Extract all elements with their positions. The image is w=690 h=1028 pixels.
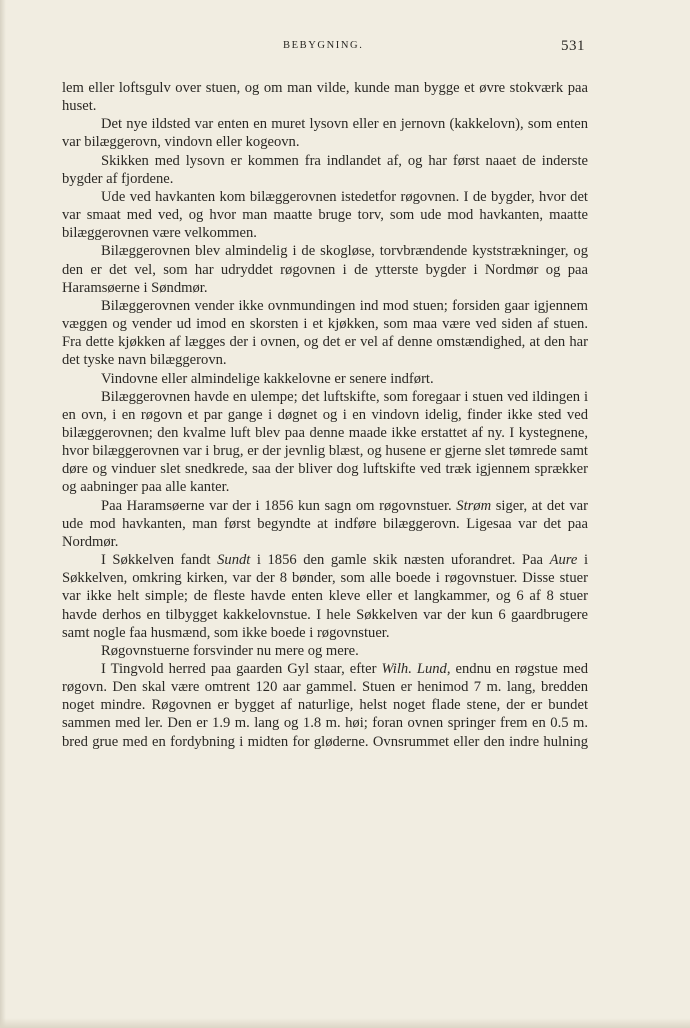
paragraph-10-text-a: I Søkkelven fandt <box>101 552 218 569</box>
paragraph-11: Røgovnstuerne forsvinder nu mere og mere. <box>101 642 359 659</box>
page-number: 531 <box>561 38 585 54</box>
paragraph-3: Skikken med lysovn er kommen fra indlandet af, og har først naaet de inderste bygder af fjordene. <box>62 152 588 187</box>
paragraph-4: Ude ved havkanten kom bilæggerovnen istedetfor røgovnen. I de bygder, hvor det var smaat med ved, og hvor man maatte bruge torv, som ude mod havkanten, maatte bilæggerovnen være velkommen. <box>62 188 588 242</box>
paragraph-12-text-a: I Tingvold herred paa gaarden Gyl staar, efter <box>101 661 382 677</box>
place-name-aure: Aure <box>549 552 578 569</box>
paragraph-12-text-b: , endnu en røgstue med røgovn. Den skal være omtrent 120 aar gammel. Stuen er henimod 7 m. lang, bredden noget mindre. Røgovnen er bygget af naturlige, helst noget flade stene, der er bundet sammen med ler. Den er 1.9 m. lang og 1.8 m. høi; foran ovnen springer frem en 0.5 m. bred grue med en fordybning i midten for gløderne. Ovnsrummet eller den indre hulning <box>62 661 588 750</box>
paragraph-9 <box>62 497 588 551</box>
paragraph-1: lem eller loftsgulv over stuen, og om man vilde, kunde man bygge et øvre stokværk paa huset. <box>62 80 588 115</box>
paragraph-6: Bilæggerovnen vender ikke ovnmundingen ind mod stuen; forsiden gaar igjennem væggen og vender ud imod en skorsten i et kjøkken, som maa være ved siden af stuen. Fra dette kjøkken af lægges der i ovnen, og det er vel af denne omstændighed, at den har det tyske navn bilæggerovn. <box>62 297 588 369</box>
paragraph-9-text-b: siger, at det var ude mod havkanten, man først begyndte at indføre bilæggerovn. Ligesaa var det paa Nordmør. <box>62 497 588 550</box>
paragraph-10-text-b: i 1856 den gamle skik næsten uforandret. Paa <box>250 552 550 569</box>
paragraph-5: Bilæggerovnen blev almindelig i de skogløse, torvbrændende kyststrækninger, og den er det vel, som har udryddet røgovnen i de ytterste bygder i Nordmør og paa Haramsøerne i Søndmør. <box>62 243 588 296</box>
page-edge-shadow <box>0 0 6 1028</box>
body-text <box>62 79 588 751</box>
author-name-strom: Strøm <box>456 497 492 514</box>
running-head: BEBYGNING. <box>283 40 364 51</box>
page-bottom-shadow <box>0 1018 690 1028</box>
paragraph-9-text-a: Paa Haramsøerne var der i 1856 kun sagn om røgovnstuer. <box>101 497 457 514</box>
page-header <box>0 38 690 58</box>
author-name-sundt: Sundt <box>217 552 251 569</box>
paragraph-10-text-c: i Søkkelven, omkring kirken, var der 8 bønder, som alle boede i røgovnstuer. Disse stuer var ikke helt simple; de fleste havde enten kleve eller et langkammer, og 6 af 8 stuer havde derhos en tilbygget kakkelovnstue. I hele Søkkelven var der kun 6 gaardbrugere samt nogle faa husmænd, som ikke boede i røgovnstuer. <box>62 552 589 641</box>
paragraph-10 <box>62 551 588 642</box>
author-name-lund: Wilh. Lund <box>381 661 447 677</box>
paragraph-2: Det nye ildsted var enten en muret lysovn eller en jernovn (kakkelovn), som enten var bilæggerovn, vindovn eller kogeovn. <box>62 116 588 151</box>
paragraph-7: Vindovne eller almindelige kakkelovne er senere indført. <box>101 370 434 387</box>
paragraph-8: Bilæggerovnen havde en ulempe; det luftskifte, som foregaar i stuen ved ildingen i en ovn, i en røgovn et par gange i døgnet og i en vindovn idelig, finder ikke sted ved bilæggerovnen; den kvalme luft blev paa denne maade ikke erstattet af ny. I kystegnene, hvor bilæggerovnen var i brug, er der jevnlig blæst, og husene er gjerne slet tømrede samt døre og vinduer slet snedkrede, saa der bliver dog luftskifte ved træk igjennem sprækker og aabninger paa alle kanter. <box>62 388 588 496</box>
paragraph-12 <box>62 660 588 751</box>
